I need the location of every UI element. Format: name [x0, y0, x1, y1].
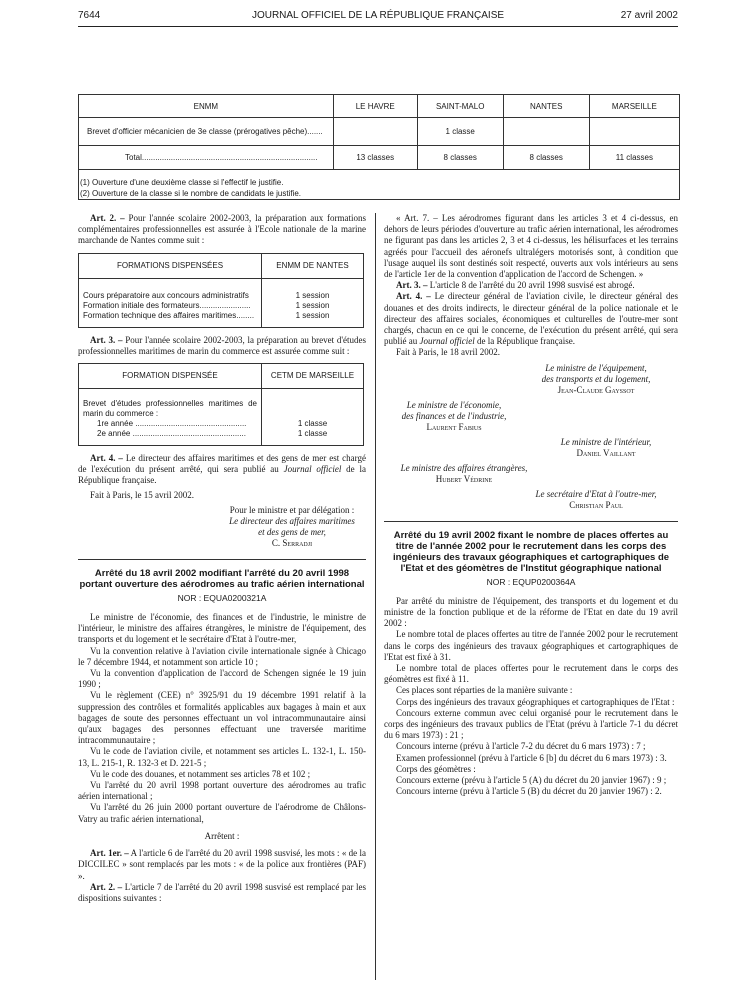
column-divider: [375, 213, 376, 980]
journal-title: JOURNAL OFFICIEL DE LA RÉPUBLIQUE FRANÇAISE: [251, 10, 505, 21]
arretent-heading: Arrêtent :: [204, 830, 240, 841]
paragraph: Vu la convention relative à l'aviation civile internationale signée à Chicago le 7 décembre 1944, et notamment son article 10 ;: [78, 645, 366, 667]
article-label: Art. 1er. –: [90, 848, 129, 859]
article-label: Art. 3. –: [396, 280, 428, 291]
table-header-cell: SAINT-MALO: [417, 95, 503, 118]
journal-ref: Journal officiel: [419, 336, 475, 347]
paragraph: Le ministre de l'économie, des finances et de l'industrie, le ministre de l'intérieur, le ministre des affaires étrangères, le ministre de l'équipement, des transports et du logement et le secrétaire d'Etat à l'outre-mer,: [78, 612, 366, 645]
table-row: [79, 389, 364, 446]
article-label: Art. 4. –: [396, 291, 431, 302]
article-label: Art. 2. –: [90, 881, 123, 892]
table-header-cell: LE HAVRE: [333, 95, 417, 118]
right-column: [384, 213, 678, 798]
table-cell: 1 session: [295, 310, 330, 320]
section-rule: [78, 559, 366, 560]
article-text: L'article 8 de l'arrêté du 20 avril 1998 susvisé est abrogé.: [429, 280, 635, 291]
table-cell: 8 classes: [417, 146, 503, 170]
signature-line: Le secrétaire d'Etat à l'outre-mer,: [535, 488, 657, 499]
paragraph: Concours externe (prévu à l'article 5 (A) du décret du 20 janvier 1967) : 9 ;: [396, 775, 667, 786]
page-number: 7644: [78, 10, 101, 21]
paragraph: Concours interne (prévu à l'article 5 (B) du décret du 20 janvier 1967) : 2.: [396, 786, 662, 797]
signature-block: [384, 400, 524, 433]
table-cell: [333, 118, 417, 146]
article-text: Pour l'année scolaire 2002-2003, la préparation aux formations complémentaires professionnelles est assurée à l'Ecole nationale de la marine marchande de Nantes comme suit :: [78, 213, 367, 246]
table-cell: 1 session: [295, 300, 330, 310]
paragraph: Vu le règlement (CEE) n° 3925/91 du 19 décembre 1991 relatif à la suppression des contrôles et formalités applicables aux bagages à main et aux bagages de soute des personnes effectuant un vol intracommunautaire ainsi qu'aux bagages des personnes effectuant une traversée maritime intracommunautaire ;: [78, 690, 366, 746]
signature-block: [384, 437, 678, 459]
table-cell: 11 classes: [589, 146, 679, 170]
signatures: [384, 363, 678, 511]
table-header-row: [79, 95, 680, 118]
table-note: (2) Ouverture de la classe si le nombre de candidats le justifie.: [80, 189, 301, 198]
paragraph: Par arrêté du ministre de l'équipement, des transports et du logement et du ministre de la fonction publique et de la réforme de l'Etat en date du 19 avril 2002 :: [384, 595, 678, 629]
article-text: L'article 7 de l'arrêté du 20 avril 1998 susvisé est remplacé par les dispositions suivantes :: [78, 881, 366, 903]
article-text: Le directeur général de l'aviation civile, le directeur général des douanes et des droits indirects, le directeur général de la police nationale et le directeur des affaires sociales, économiques et culturelles de l'outre-mer sont chargés, chacun en ce qui le concerne, de l'exécution du présent arrêté, qui sera publié au: [384, 291, 678, 347]
nor-reference: NOR : EQUA0200321A: [177, 592, 267, 603]
signature-line: Le ministre des affaires étrangères,: [400, 462, 528, 473]
table-cell: 1 classe: [417, 118, 503, 146]
article-4: [384, 291, 678, 347]
header-rule: [78, 26, 678, 27]
table-header-cell: ENMM: [79, 95, 334, 118]
article-2: [78, 213, 366, 247]
table-header-cell: FORMATION DISPENSÉE: [79, 364, 262, 389]
paragraph: Concours externe commun avec celui organisé pour le recrutement dans le corps des ingénieurs des travaux publics de l'Etat (prévu à l'article 7-1 du décret du 6 mars 1973) : 21 ;: [384, 707, 678, 741]
paragraph: Vu la convention d'application de l'accord de Schengen signée le 19 juin 1990 ;: [78, 668, 366, 690]
issue-date: 27 avril 2002: [620, 10, 678, 21]
table-cell: 2e année ...................................................: [97, 429, 246, 439]
signature-line: et des gens de mer,: [258, 526, 326, 537]
signature-line: Le ministre de l'intérieur,: [560, 436, 652, 447]
fait-a-paris: Fait à Paris, le 15 avril 2002.: [90, 489, 194, 500]
signature-line: Le directeur des affaires maritimes: [229, 515, 355, 526]
signatory-name: Hubert Védrine: [435, 473, 493, 484]
signature-line: Le ministre de l'économie,: [406, 399, 502, 410]
table-cell: [503, 118, 589, 146]
table-cell: Brevet d'officier mécanicien de 3e classe (prérogatives pêche).......: [79, 118, 334, 146]
article-text: A l'article 6 de l'arrêté du 20 avril 1998 susvisé, les mots : « de la DICCILEC » sont remplacés par les mots : « de la police aux frontières (PAF) ».: [78, 848, 366, 881]
table-header-cell: NANTES: [503, 95, 589, 118]
table-header-cell: ENMM DE NANTES: [262, 253, 364, 278]
table-cell: 13 classes: [333, 146, 417, 170]
article-text: Pour l'année scolaire 2002-2003, la préparation au brevet d'études professionnelles maritimes de marin du commerce est assurée comme suit :: [78, 334, 366, 356]
arrete-title: Arrêté du 18 avril 2002 modifiant l'arrêté du 20 avril 1998 portant ouverture des aérodromes au trafic aérien international: [79, 567, 365, 590]
table-cell: 8 classes: [503, 146, 589, 170]
signature-line: des transports et du logement,: [541, 373, 651, 384]
signatory-name: Daniel Vaillant: [576, 447, 636, 458]
nor-reference: NOR : EQUP0200364A: [486, 576, 576, 587]
page-header: [78, 10, 678, 24]
table-row: [79, 118, 680, 146]
table-notes: [80, 177, 301, 199]
table-cell: 1 classe: [297, 429, 328, 439]
signatory-name: C. Serradji: [271, 537, 313, 548]
table-cell: Cours préparatoire aux concours administratifs: [83, 290, 249, 300]
article-label: Art. 4. –: [90, 453, 123, 464]
article-3: [384, 280, 678, 291]
signatory-name: Laurent Fabius: [426, 421, 482, 432]
table-row: [79, 278, 364, 327]
paragraph: Le nombre total de places offertes au titre de l'année 2002 pour le recrutement dans le corps des ingénieurs des travaux géographiques et cartographiques de l'Etat est fixé à 31.: [384, 629, 678, 662]
signature-line: des finances et de l'industrie,: [401, 410, 507, 421]
table-header-cell: MARSEILLE: [589, 95, 679, 118]
signatory-name: Christian Paul: [569, 499, 623, 510]
article-text: Le directeur des affaires maritimes et des gens de mer est chargé de l'exécution du présent arrêté, qui sera publié au: [78, 453, 367, 475]
article-1: [78, 848, 366, 882]
section-rule: [384, 521, 678, 522]
paragraph: Corps des ingénieurs des travaux géographiques et cartographiques de l'Etat :: [396, 696, 675, 707]
fait-a-paris: Fait à Paris, le 18 avril 2002.: [396, 347, 500, 358]
table-cell: Brevet d'études professionnelles maritimes de marin du commerce :: [83, 399, 257, 419]
paragraph: Vu le code de l'aviation civile, et notamment ses articles L. 132-1, L. 150-13, L. 215-1, R. 132-3 et D. 221-5 ;: [78, 746, 366, 768]
signature-block: [78, 505, 366, 549]
article-label: Art. 3. –: [90, 334, 123, 345]
signatory-name: Jean-Claude Gayssot: [557, 384, 635, 395]
table-row: [79, 146, 680, 170]
table-note: (1) Ouverture d'une deuxième classe si l'effectif le justifie.: [80, 178, 284, 187]
table-cell: Formation technique des affaires maritimes........: [83, 310, 255, 320]
paragraph: Vu l'arrêté du 20 avril 1998 portant ouverture des aérodromes au trafic aérien international ;: [78, 780, 366, 802]
formations-table: [78, 253, 364, 328]
journal-ref: Journal officiel: [283, 464, 342, 475]
arrete-title: Arrêté du 19 avril 2002 fixant le nombre de places offertes au titre de l'année 2002 pour le recrutement dans les corps des ingénieurs des travaux géographiques et cartographiques de l'Etat et des géomètres de l'Institut géographique national: [392, 529, 670, 574]
signature-line: Le ministre de l'équipement,: [545, 362, 647, 373]
table-cell: [589, 118, 679, 146]
paragraph: Ces places sont réparties de la manière suivante :: [396, 685, 573, 696]
article-4: [78, 453, 366, 487]
signature-block: [384, 363, 678, 396]
signature-block: [384, 463, 544, 485]
article-3: [78, 335, 366, 357]
paragraph: Examen professionnel (prévu à l'article 6 [b] du décret du 6 mars 1973) : 3.: [396, 752, 667, 763]
signature-line: Pour le ministre et par délégation :: [229, 504, 355, 515]
table-cell: 1 session: [295, 290, 330, 300]
paragraph: Le nombre total de places offertes pour le recrutement dans le corps des géomètres est fixé à 11.: [384, 663, 678, 685]
signature-block: [384, 489, 678, 511]
table-header-cell: CETM DE MARSEILLE: [262, 364, 364, 389]
article-text: de la République française.: [78, 464, 366, 486]
left-column: [78, 213, 366, 904]
table-header-row: [79, 253, 364, 278]
table-header-row: [79, 364, 364, 389]
table-header-cell: FORMATIONS DISPENSÉES: [79, 253, 262, 278]
article-label: Art. 2. –: [90, 213, 125, 223]
table-cell: 1 classe: [297, 419, 328, 429]
article-2-b: [78, 882, 366, 904]
paragraph: Corps des géomètres :: [396, 763, 476, 774]
paragraph: Vu l'arrêté du 26 juin 2000 portant ouverture de l'aérodrome de Châlons-Vatry au trafic aérien international,: [78, 802, 366, 824]
table-cell: Total...............................................................................: [79, 146, 334, 170]
formation-table: [78, 363, 364, 446]
paragraph: Concours interne (prévu à l'article 7-2 du décret du 6 mars 1973) : 7 ;: [396, 741, 646, 752]
article-7-text: « Art. 7. – Les aérodromes figurant dans les articles 3 et 4 ci-dessus, en dehors de leurs périodes d'ouverture au trafic aérien international, les aérodromes ne figurant pas dans les articles 2, 3 et 4 ci-dessus, les hélisurfaces et les terrains agréés pour l'accueil des aéronefs ultralégers motorisés sont, à condition que l'usage auquel ils sont destinés soit respecté, ouverts aux vols intérieurs au sens de l'article 1er de la convention d'application de l'accord de Schengen. »: [384, 213, 678, 280]
paragraph: Vu le code des douanes, et notamment ses articles 78 et 102 ;: [90, 768, 311, 779]
table-cell: Formation initiale des formateurs.......................: [83, 300, 251, 310]
table-cell: 1re année ..................................................: [97, 419, 247, 429]
article-text: de la République française.: [474, 336, 575, 347]
